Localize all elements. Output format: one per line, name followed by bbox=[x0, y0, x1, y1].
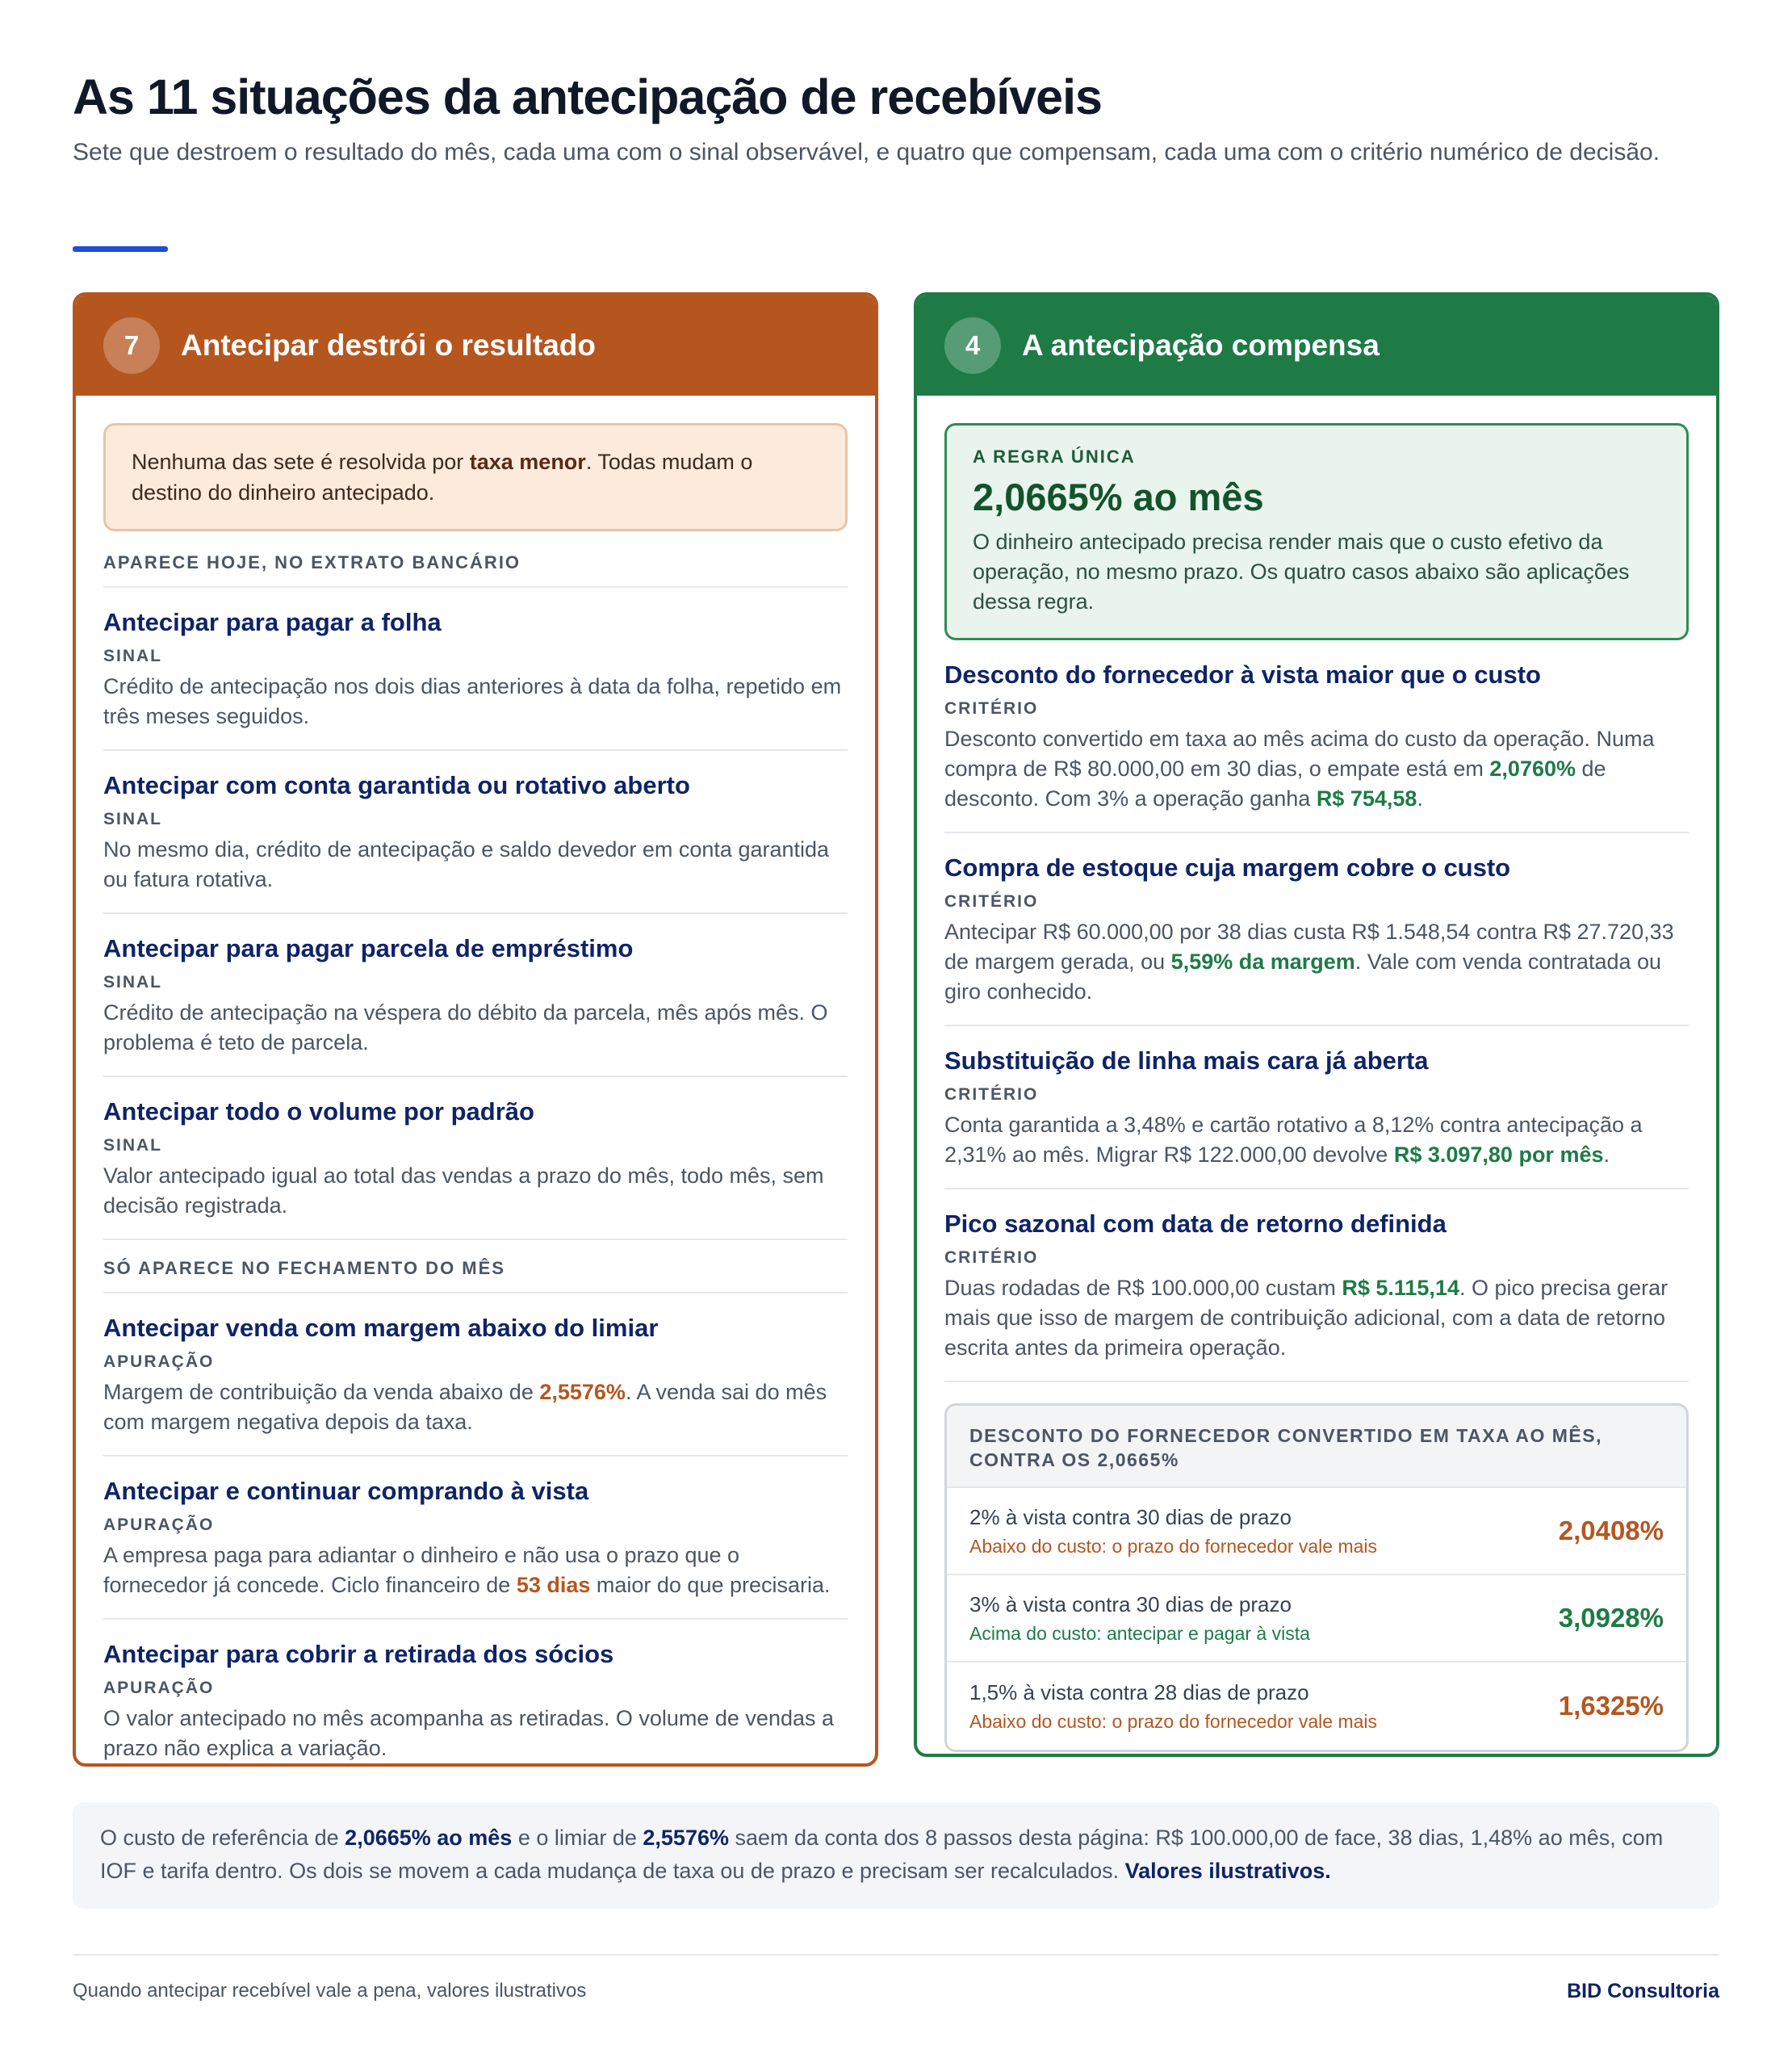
item-text bbox=[103, 1377, 848, 1437]
text-post: . A venda sai do mês com margem negativa depois da taxa. bbox=[103, 1380, 827, 1434]
highlight-value: 53 dias bbox=[516, 1573, 591, 1597]
item-title: Antecipar com conta garantida ou rotativo aberto bbox=[103, 771, 690, 799]
item-title: Antecipar e continuar comprando à vista bbox=[103, 1477, 589, 1505]
item-text bbox=[944, 917, 1689, 1007]
list-item bbox=[944, 833, 1689, 1026]
note-post: . Todas mudam o destino do dinheiro antecipado. bbox=[132, 450, 753, 505]
page bbox=[73, 0, 1719, 2067]
item-text bbox=[944, 724, 1689, 814]
text-pre: Conta garantida a 3,48% e cartão rotativo a 8,12% contra antecipação a 2,31% ao mês. Migrar R$ 122.000,00 devolve bbox=[944, 1113, 1643, 1167]
row-value: 1,6325% bbox=[1558, 1691, 1664, 1721]
list-item bbox=[944, 1189, 1689, 1382]
rule-text: O dinheiro antecipado precisa render mais que o custo efetivo da operação, no mesmo prazo. Os quatro casos abaixo são aplicações dessa regra. bbox=[973, 530, 1630, 614]
list-item bbox=[103, 1293, 848, 1457]
list-item bbox=[103, 1457, 848, 1620]
panel-destroys-result bbox=[73, 292, 878, 1767]
footer-caption: Quando antecipar recebível vale a pena, valores ilustrativos bbox=[73, 1980, 587, 2002]
note-text: e o limiar de bbox=[512, 1826, 643, 1850]
note-text: saem da conta dos 8 passos desta página: R$ 100.000,00 de face, 38 dias, 1,48% ao mês, com IOF e tarifa dentro. Os dois se movem a cada mudança de taxa ou de prazo e precisam ser recalculados. bbox=[100, 1826, 1664, 1883]
panel-compensates bbox=[914, 292, 1719, 1757]
text-post: . O pico precisa gerar mais que isso de margem de contribuição adicional, com a data de retorno escrita antes da primeira operação. bbox=[944, 1276, 1668, 1360]
brand-name: BID Consultoria bbox=[1567, 1980, 1719, 2002]
list-item bbox=[103, 1620, 848, 1767]
panel-header bbox=[76, 296, 875, 396]
item-text: Crédito de antecipação nos dois dias anteriores à data da folha, repetido em três meses seguidos. bbox=[103, 674, 842, 728]
text-post: . Vale com venda contratada ou giro conhecido. bbox=[944, 950, 1662, 1004]
table-row bbox=[947, 1662, 1686, 1750]
item-title: Antecipar todo o volume por padrão bbox=[103, 1097, 534, 1126]
single-rule-box bbox=[944, 423, 1689, 640]
item-text: Valor antecipado igual ao total das vendas a prazo do mês, todo mês, sem decisão registrada. bbox=[103, 1163, 824, 1218]
panel-title: A antecipação compensa bbox=[1022, 329, 1380, 362]
text-pre: Desconto convertido em taxa ao mês acima do custo da operação. Numa compra de R$ 80.000,00 em 30 dias, o empate está em bbox=[944, 727, 1655, 781]
count-badge: 4 bbox=[944, 317, 1001, 374]
note-text: O custo de referência de bbox=[100, 1826, 345, 1850]
text-pre: Margem de contribuição da venda abaixo de bbox=[103, 1380, 540, 1404]
note-bold: Valores ilustrativos. bbox=[1124, 1859, 1331, 1883]
rule-value: 2,0665% ao mês bbox=[973, 476, 1264, 518]
item-title: Antecipar venda com margem abaixo do limiar bbox=[103, 1314, 659, 1342]
item-tag: SINAL bbox=[103, 1136, 162, 1155]
table-row bbox=[947, 1575, 1686, 1662]
item-text bbox=[103, 1541, 848, 1600]
text-pre: Duas rodadas de R$ 100.000,00 custam bbox=[944, 1276, 1342, 1300]
highlight-value: 2,0760% bbox=[1489, 757, 1576, 781]
page-title: As 11 situações da antecipação de recebíveis bbox=[73, 69, 1102, 124]
item-title: Substituição de linha mais cara já aberta bbox=[944, 1046, 1429, 1075]
item-tag: SINAL bbox=[103, 973, 162, 992]
item-tag: APURAÇÃO bbox=[103, 1352, 215, 1371]
table-header: DESCONTO DO FORNECEDOR CONVERTIDO EM TAXA AO MÊS, CONTRA OS 2,0665% bbox=[947, 1406, 1686, 1488]
row-label: 1,5% à vista contra 28 dias de prazo bbox=[969, 1680, 1309, 1704]
row-verdict: Abaixo do custo: o prazo do fornecedor vale mais bbox=[969, 1711, 1378, 1732]
item-tag: APURAÇÃO bbox=[103, 1679, 215, 1697]
item-tag: CRITÉRIO bbox=[944, 1085, 1039, 1104]
table-row bbox=[947, 1488, 1686, 1575]
list-item bbox=[944, 1026, 1689, 1189]
item-text bbox=[944, 1273, 1689, 1363]
item-tag: CRITÉRIO bbox=[944, 1248, 1039, 1267]
item-tag: CRITÉRIO bbox=[944, 699, 1039, 718]
highlight-value: 5,59% da margem bbox=[1170, 950, 1355, 974]
list-item bbox=[103, 751, 848, 914]
list-item bbox=[103, 914, 848, 1077]
highlight-value: R$ 3.097,80 por mês bbox=[1393, 1143, 1604, 1167]
text-pre: A empresa paga para adiantar o dinheiro e não usa o prazo que o fornecedor já concede. Ciclo financeiro de bbox=[103, 1543, 740, 1597]
accent-divider bbox=[73, 246, 168, 252]
item-title: Antecipar para pagar parcela de empréstimo bbox=[103, 934, 634, 962]
row-label: 3% à vista contra 30 dias de prazo bbox=[969, 1592, 1292, 1616]
reference-note bbox=[73, 1802, 1719, 1909]
highlight-value: R$ 754,58 bbox=[1316, 786, 1417, 811]
discount-rate-table bbox=[944, 1403, 1689, 1752]
item-title: Pico sazonal com data de retorno definida bbox=[944, 1210, 1447, 1238]
item-title: Compra de estoque cuja margem cobre o custo bbox=[944, 853, 1511, 882]
note-bold: 2,5576% bbox=[643, 1826, 729, 1850]
text-post: . bbox=[1417, 786, 1423, 811]
row-value: 2,0408% bbox=[1558, 1516, 1664, 1545]
row-label: 2% à vista contra 30 dias de prazo bbox=[969, 1505, 1292, 1529]
item-tag: APURAÇÃO bbox=[103, 1516, 215, 1534]
row-verdict: Abaixo do custo: o prazo do fornecedor vale mais bbox=[969, 1536, 1378, 1557]
note-pre: Nenhuma das sete é resolvida por bbox=[132, 450, 470, 474]
item-tag: CRITÉRIO bbox=[944, 892, 1039, 911]
item-title: Desconto do fornecedor à vista maior que o custo bbox=[944, 660, 1541, 689]
item-text: No mesmo dia, crédito de antecipação e saldo devedor em conta garantida ou fatura rotativa. bbox=[103, 837, 830, 891]
item-title: Antecipar para cobrir a retirada dos sócios bbox=[103, 1640, 614, 1668]
section-label-bank-statement: APARECE HOJE, NO EXTRATO BANCÁRIO bbox=[103, 552, 848, 588]
text-mid: de desconto. Com 3% a operação ganha bbox=[944, 757, 1606, 811]
panel-title: Antecipar destrói o resultado bbox=[181, 329, 596, 362]
text-post: . bbox=[1603, 1143, 1610, 1167]
text-post: maior do que precisaria. bbox=[590, 1573, 831, 1597]
highlight-value: 2,5576% bbox=[539, 1380, 626, 1404]
note-bold: 2,0665% ao mês bbox=[345, 1826, 513, 1850]
item-title: Antecipar para pagar a folha bbox=[103, 608, 442, 636]
item-tag: SINAL bbox=[103, 647, 162, 665]
item-text bbox=[944, 1110, 1689, 1170]
row-value: 3,0928% bbox=[1558, 1603, 1664, 1633]
item-text: Crédito de antecipação na véspera do débito da parcela, mês após mês. O problema é teto de parcela. bbox=[103, 1000, 828, 1054]
note-bold: taxa menor bbox=[469, 450, 586, 474]
text-pre: Antecipar R$ 60.000,00 por 38 dias custa R$ 1.548,54 contra R$ 27.720,33 de margem gerada, ou bbox=[944, 920, 1674, 974]
footer-divider bbox=[73, 1954, 1719, 1956]
list-item bbox=[944, 640, 1689, 833]
section-label-month-close: SÓ APARECE NO FECHAMENTO DO MÊS bbox=[103, 1239, 848, 1293]
list-item bbox=[103, 1077, 848, 1239]
item-tag: SINAL bbox=[103, 810, 162, 828]
count-badge: 7 bbox=[103, 317, 160, 374]
warning-note bbox=[103, 423, 848, 531]
list-item bbox=[103, 588, 848, 751]
page-subtitle: Sete que destroem o resultado do mês, cada uma com o sinal observável, e quatro que compensam, cada uma com o critério numérico de decisão. bbox=[73, 139, 1660, 166]
rule-label: A REGRA ÚNICA bbox=[973, 447, 1136, 467]
item-text: O valor antecipado no mês acompanha as retiradas. O volume de vendas a prazo não explica a variação. bbox=[103, 1706, 835, 1760]
row-verdict: Acima do custo: antecipar e pagar à vista bbox=[969, 1623, 1310, 1644]
highlight-value: R$ 5.115,14 bbox=[1342, 1276, 1459, 1300]
panel-header bbox=[917, 296, 1716, 396]
